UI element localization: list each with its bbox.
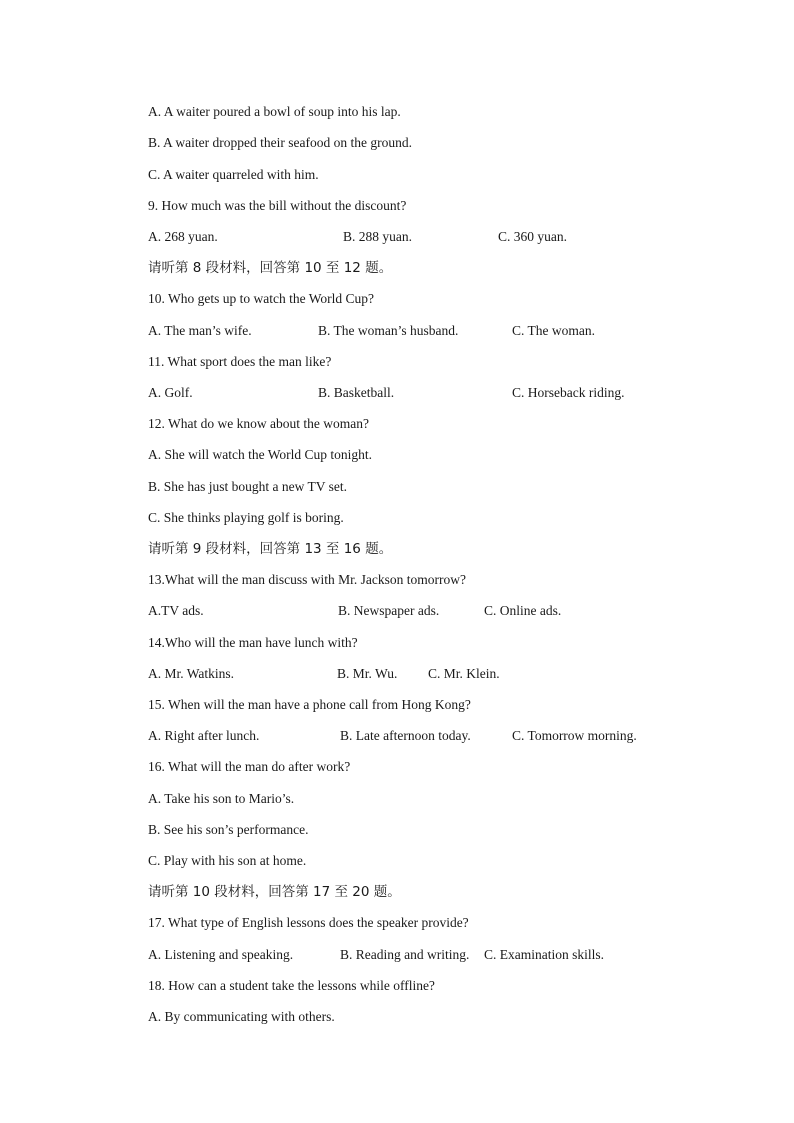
question-9: 9. How much was the bill without the discount? (148, 198, 407, 213)
question-10-option-a: A. The man’s wife. (148, 323, 252, 338)
question-16-option-b: B. See his son’s performance. (148, 822, 309, 837)
question-12: 12. What do we know about the woman? (148, 416, 369, 431)
question-17: 17. What type of English lessons does the speaker provide? (148, 915, 469, 930)
question-13: 13.What will the man discuss with Mr. Jackson tomorrow? (148, 572, 466, 587)
question-13-option-c: C. Online ads. (484, 603, 562, 618)
question-8-option-b: B. A waiter dropped their seafood on the ground. (148, 135, 412, 150)
section-8-heading: 请听第 8 段材料，回答第 10 至 12 题。 (148, 260, 393, 276)
question-13-option-b: B. Newspaper ads. (338, 603, 440, 618)
question-14-option-b: B. Mr. Wu. (337, 666, 398, 681)
question-15-option-a: A. Right after lunch. (148, 728, 260, 743)
question-8-option-a: A. A waiter poured a bowl of soup into his lap. (148, 104, 401, 119)
question-17-option-a: A. Listening and speaking. (148, 947, 294, 962)
question-11-option-a: A. Golf. (148, 385, 193, 400)
question-9-option-a: A. 268 yuan. (148, 229, 218, 244)
question-10-option-b: B. The woman’s husband. (318, 323, 459, 338)
question-14-option-a: A. Mr. Watkins. (148, 666, 235, 681)
question-18: 18. How can a student take the lessons while offline? (148, 978, 435, 993)
question-9-option-c: C. 360 yuan. (498, 229, 567, 244)
question-14: 14.Who will the man have lunch with? (148, 635, 358, 650)
question-8-option-c: C. A waiter quarreled with him. (148, 167, 319, 182)
question-18-option-a: A. By communicating with others. (148, 1009, 335, 1024)
question-17-option-c: C. Examination skills. (484, 947, 604, 962)
question-10: 10. Who gets up to watch the World Cup? (148, 291, 375, 306)
question-16: 16. What will the man do after work? (148, 759, 351, 774)
question-15-option-c: C. Tomorrow morning. (512, 728, 637, 743)
section-9-heading: 请听第 9 段材料，回答第 13 至 16 题。 (148, 541, 393, 557)
question-17-option-b: B. Reading and writing. (340, 947, 470, 962)
question-16-option-c: C. Play with his son at home. (148, 853, 307, 868)
question-15-option-b: B. Late afternoon today. (340, 728, 471, 743)
question-15: 15. When will the man have a phone call from Hong Kong? (148, 697, 471, 712)
question-9-option-b: B. 288 yuan. (343, 229, 412, 244)
question-16-option-a: A. Take his son to Mario’s. (148, 791, 295, 806)
question-14-option-c: C. Mr. Klein. (428, 666, 500, 681)
question-11: 11. What sport does the man like? (148, 354, 332, 369)
question-10-option-c: C. The woman. (512, 323, 595, 338)
question-12-option-b: B. She has just bought a new TV set. (148, 479, 347, 494)
question-12-option-a: A. She will watch the World Cup tonight. (148, 447, 373, 462)
question-13-option-a: A.TV ads. (148, 603, 204, 618)
question-11-option-b: B. Basketball. (318, 385, 395, 400)
section-10-heading: 请听第 10 段材料，回答第 17 至 20 题。 (148, 884, 401, 900)
question-12-option-c: C. She thinks playing golf is boring. (148, 510, 344, 525)
question-11-option-c: C. Horseback riding. (512, 385, 625, 400)
